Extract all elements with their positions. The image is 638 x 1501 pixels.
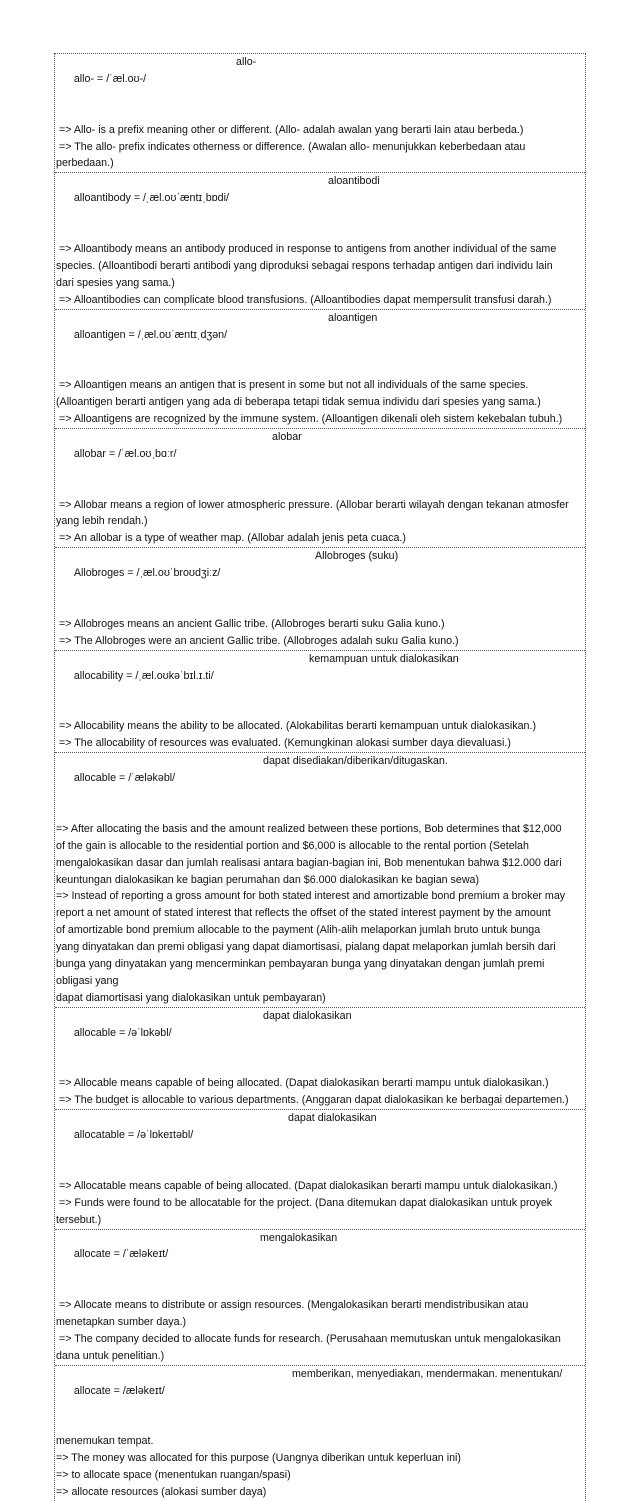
entry-heading xyxy=(56,1230,584,1298)
dictionary-sheet xyxy=(54,53,586,1501)
entry-line: => The money was allocated for this purpose (Uangnya diberikan untuk keperluan ini) xyxy=(56,1452,461,1465)
entry-line: => After allocating the basis and the amount realized between these portions, Bob determines that $12,000 xyxy=(56,822,562,835)
entry-allocability xyxy=(55,651,585,753)
entry-line: yang dinyatakan dan premi obligasi yang dapat diamortisasi, pialang dapat melaporkan jumlah bersih dari xyxy=(56,941,556,954)
entry-heading xyxy=(56,1008,584,1076)
entry-alloantigen xyxy=(55,310,585,429)
entry-line: tersebut.) xyxy=(56,1213,102,1226)
entry-line: => The budget is allocable to various departments. (Anggaran dapat dialokasikan ke berbagai departemen.) xyxy=(56,1094,569,1107)
entry-heading xyxy=(56,173,584,241)
entry-line: => Allocable means capable of being allocated. (Dapat dialokasikan berarti mampu untuk dialokasikan.) xyxy=(56,1077,549,1090)
entry-line: of the gain is allocable to the residential portion and $6,000 is allocable to the rental portion (Setelah xyxy=(56,839,529,852)
entry-gloss: dapat dialokasikan xyxy=(263,1009,352,1022)
entry-gloss: dapat dialokasikan xyxy=(288,1112,377,1125)
entry-alloantibody xyxy=(55,173,585,309)
entry-line: => to allocate space (menentukan ruangan/spasi) xyxy=(56,1469,291,1482)
entry-allocable-1 xyxy=(55,753,585,1008)
entry-allocable-2 xyxy=(55,1008,585,1110)
entry-term: allobar = /ˈæl.oʊˌbɑːr/ xyxy=(73,447,177,460)
entry-heading xyxy=(56,1366,584,1434)
entry-term: allocable = /əˈlɒkəbl/ xyxy=(73,1026,172,1039)
entry-line: => The allo- prefix indicates otherness or difference. (Awalan allo- menunjukkan keberbedaan atau xyxy=(56,140,526,153)
entry-line: => Instead of reporting a gross amount for both stated interest and amortizable bond premium a broker may xyxy=(56,890,566,903)
entry-line: => Allobroges means an ancient Gallic tribe. (Allobroges berarti suku Galia kuno.) xyxy=(56,617,445,630)
entry-term: allocability = /ˌæl.oʊkəˈbɪl.ɪ.ti/ xyxy=(73,669,214,682)
entry-heading xyxy=(56,310,584,378)
entry-line: of amortizable bond premium allocable to the payment (Alih-alih melaporkan jumlah bruto untuk bunga xyxy=(56,924,541,937)
entry-line: => The allocability of resources was evaluated. (Kemungkinan alokasi sumber daya dievaluasi.) xyxy=(56,737,511,750)
entry-allobar xyxy=(55,429,585,548)
entry-line: bunga yang dinyatakan yang mencerminkan pembayaran bunga yang dinyatakan dengan jumlah premi xyxy=(56,958,545,971)
entry-line: => The Allobroges were an ancient Gallic tribe. (Allobroges adalah suku Galia kuno.) xyxy=(56,634,459,647)
entry-line: report a net amount of stated interest that reflects the offset of the stated interest payment by the amount xyxy=(56,907,551,920)
entry-line: menetapkan sumber daya.) xyxy=(56,1316,187,1329)
entry-line: perbedaan.) xyxy=(56,157,114,170)
entry-line: => Allo- is a prefix meaning other or different. (Allo- adalah awalan yang berarti lain atau berbeda.) xyxy=(56,123,524,136)
entry-line: species. (Alloantibodi berarti antibodi yang diproduksi sebagai respons terhadap antigen dari individu lain xyxy=(56,259,553,272)
entry-line: => Funds were found to be allocatable for the project. (Dana ditemukan dapat dialokasikan untuk proyek xyxy=(56,1196,553,1209)
entry-allocate-1 xyxy=(55,1230,585,1366)
entry-gloss: aloantibodi xyxy=(328,175,380,188)
entry-gloss: dapat disediakan/diberikan/ditugaskan. xyxy=(263,755,448,768)
entry-line: obligasi yang xyxy=(56,974,119,987)
entry-line: => allocate resources (alokasi sumber daya) xyxy=(56,1486,267,1499)
entry-term: allocate = /ˈæləkeɪt/ xyxy=(73,1248,169,1261)
entry-line: => The company decided to allocate funds for research. (Perusahaan memutuskan untuk mengalokasikan xyxy=(56,1332,561,1345)
entry-line: => An allobar is a type of weather map. (Allobar adalah jenis peta cuaca.) xyxy=(56,532,406,545)
entry-heading xyxy=(56,429,584,497)
entry-line: dana untuk penelitian.) xyxy=(56,1349,165,1362)
entry-heading xyxy=(56,753,584,821)
entry-term: allocatable = /əˈlɒkeɪtəbl/ xyxy=(73,1129,194,1142)
entry-heading xyxy=(56,651,584,719)
entry-term: allocate = /ælәkeɪt/ xyxy=(73,1384,165,1397)
entry-line: keuntungan dialokasikan ke bagian perumahan dan $6.000 dialokasikan ke bagian sewa) xyxy=(56,873,480,886)
entry-term: allocable = /ˈæləkəbl/ xyxy=(73,772,176,785)
entry-line: yang lebih rendah.) xyxy=(56,515,148,528)
entry-line: (Alloantigen berarti antigen yang ada di beberapa tetapi tidak semua individu dari spesies yang sama.) xyxy=(56,396,541,409)
entry-term: allo- = /ˈæl.oʊ-/ xyxy=(73,72,147,85)
entry-term: alloantibody = /ˌæl.oʊˈæntɪˌbɒdi/ xyxy=(73,192,229,205)
entry-gloss: alobar xyxy=(272,430,302,443)
entry-heading xyxy=(56,548,584,616)
entry-line: => Alloantibody means an antibody produced in response to antigens from another individual of the same xyxy=(56,242,557,255)
entry-gloss: Allobroges (suku) xyxy=(315,550,399,563)
entry-term: Allobroges = /ˌæl.oʊˈbroʊdʒiːz/ xyxy=(73,567,221,580)
entry-gloss: allo- xyxy=(236,56,257,68)
entry-line: => Allocate means to distribute or assign resources. (Mengalokasikan berarti mendistribusikan atau xyxy=(56,1299,529,1312)
entry-line: menemukan tempat. xyxy=(56,1435,154,1448)
entry-allobroges xyxy=(55,548,585,650)
entry-line: dari spesies yang sama.) xyxy=(56,276,175,289)
entry-gloss: memberikan, menyediakan, mendermakan. menentukan/ xyxy=(292,1367,563,1380)
entry-line: mengalokasikan dasar dan jumlah realisasi antara bagian-bagian ini, Bob menentukan bahwa $12.000 dari xyxy=(56,856,562,869)
entry-line: => Allobar means a region of lower atmospheric pressure. (Allobar berarti wilayah dengan tekanan atmosfer xyxy=(56,498,569,511)
entry-gloss: mengalokasikan xyxy=(260,1231,338,1244)
entry-term: alloantigen = /ˌæl.oʊˈæntɪˌdʒən/ xyxy=(73,328,228,341)
entry-heading xyxy=(56,1110,584,1178)
entry-allocate-2 xyxy=(55,1366,585,1501)
entry-line: => Allocability means the ability to be allocated. (Alokabilitas berarti kemampuan untuk dialokasikan.) xyxy=(56,720,537,733)
entry-line: => Alloantigens are recognized by the immune system. (Alloantigen dikenali oleh sistem kekebalan tubuh.) xyxy=(56,413,563,426)
entry-gloss: kemampuan untuk dialokasikan xyxy=(309,652,459,665)
entry-line: dapat diamortisasi yang dialokasikan untuk pembayaran) xyxy=(56,991,326,1004)
entry-heading xyxy=(56,54,584,122)
entry-gloss: aloantigen xyxy=(328,311,378,324)
entry-line: => Allocatable means capable of being allocated. (Dapat dialokasikan berarti mampu untuk dialokasikan.) xyxy=(56,1179,558,1192)
entry-allocatable xyxy=(55,1110,585,1229)
entry-allo xyxy=(55,54,585,173)
entry-line: => Alloantibodies can complicate blood transfusions. (Alloantibodies dapat mempersulit transfusi darah.) xyxy=(56,293,552,306)
entry-line: => Alloantigen means an antigen that is present in some but not all individuals of the same species. xyxy=(56,379,529,392)
